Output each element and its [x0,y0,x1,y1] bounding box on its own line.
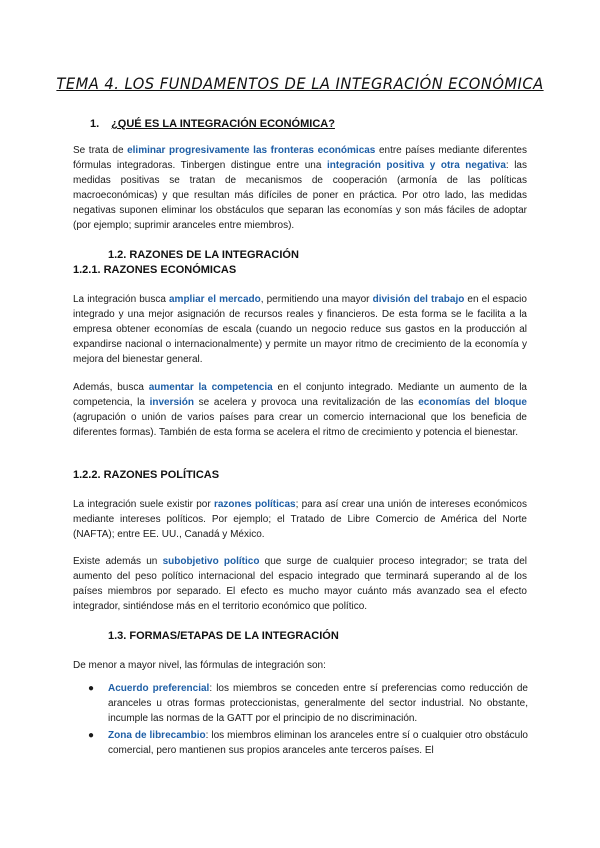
bullet-icon: ● [88,730,95,741]
list-item [88,681,528,726]
highlight-term: razones políticas [213,499,296,510]
highlight-term: economías del bloque [418,397,527,408]
subsection-heading-1-2-1: 1.2.1. RAZONES ECONÓMICAS [73,264,237,276]
paragraph-economic-2: Además, busca aumentar la competencia en el conjunto integrado. Mediante un aumento de la competencia, la inversión se acelera y provoca una revitalización de las economías del bloque (agrupación o unión de varios países para crear un comercio internacional que los beneficia de diferentes formas). También de esta forma se acelera el ritmo de crecimiento y potencia el bienestar. [73,382,527,438]
section-heading-1-3: 1.3. FORMAS/ETAPAS DE LA INTEGRACIÓN [108,630,339,642]
list-item-term: Zona de librecambio [108,730,206,741]
paragraph-economic-1: La integración busca ampliar el mercado, permitiendo una mayor división del trabajo en el espacio integrado y una mejor asignación de recursos reales y financieros. De esta forma se le facilita a la empresa obtener economías de escala (cuando un negocio reduce sus gastos en la producción al expandirse nacional o internacionalmente) y permite un mayor ritmo de crecimiento de la economía y mejora del bienestar general. [73,294,527,365]
highlight-term: eliminar progresivamente las fronteras económicas [127,145,376,156]
section-heading-1 [90,118,335,130]
highlight-term: subobjetivo político [162,556,260,567]
section-title: ¿QUÉ ES LA INTEGRACIÓN ECONÓMICA? [111,118,335,130]
highlight-term: ampliar el mercado [168,294,261,305]
integration-forms-list [88,681,528,760]
subsection-heading-1-2-2: 1.2.2. RAZONES POLÍTICAS [73,469,220,481]
paragraph-political-2: Existe además un subobjetivo político que surge de cualquier proceso integrador; se trata del aumento del peso político internacional del espacio integrado que terminará superando al de los países miembros por separado. El efecto es mucho mayor cuánto más avanzado sea el efecto integrador, sintiéndose más en el territorio económico que político. [73,556,527,612]
section-number: 1. [90,118,100,130]
list-item-text: : los miembros se conceden entre sí preferencias como reducción de aranceles u otras formas proteccionistas, generalmente del sector industrial. No obstante, incumple las normas de la GATT por el principio de no discriminación. [108,683,528,724]
bullet-icon: ● [88,683,95,694]
paragraph-intro: De menor a mayor nivel, las fórmulas de integración son: [73,660,326,671]
highlight-term: integración positiva y otra negativa [326,160,506,171]
document-title: TEMA 4. LOS FUNDAMENTOS DE LA INTEGRACIÓN ECONÓMICA [56,74,544,93]
highlight-term: inversión [149,397,195,408]
paragraph-definition: Se trata de eliminar progresivamente las fronteras económicas entre países mediante diferentes fórmulas integradoras. Tinbergen distingue entre una integración positiva y otra negativa: las medidas positivas se tratan de mecanismos de cooperación (armonía de las políticas macroeconómicas) y que resultan más difíciles de poner en práctica. Por otro lado, las medidas negativas suponen eliminar los obstáculos que separan las economías y son más fáciles de adoptar (por ejemplo; suprimir aranceles entre miembros). [73,145,527,231]
list-item [88,728,528,758]
section-heading-1-2: 1.2. RAZONES DE LA INTEGRACIÓN [108,249,299,261]
highlight-term: división del trabajo [372,294,465,305]
paragraph-political-1: La integración suele existir por razones políticas; para así crear una unión de intereses económicos mediante intereses políticos. Por ejemplo; el Tratado de Libre Comercio de América del Norte (NAFTA); entre EE. UU., Canadá y México. [73,499,527,540]
list-item-text: : los miembros eliminan los aranceles entre sí o cualquier otro obstáculo comercial, pero mantienen sus propios aranceles ante terceros países. El [108,730,528,756]
highlight-term: aumentar la competencia [148,382,273,393]
list-item-term: Acuerdo preferencial [108,683,210,694]
